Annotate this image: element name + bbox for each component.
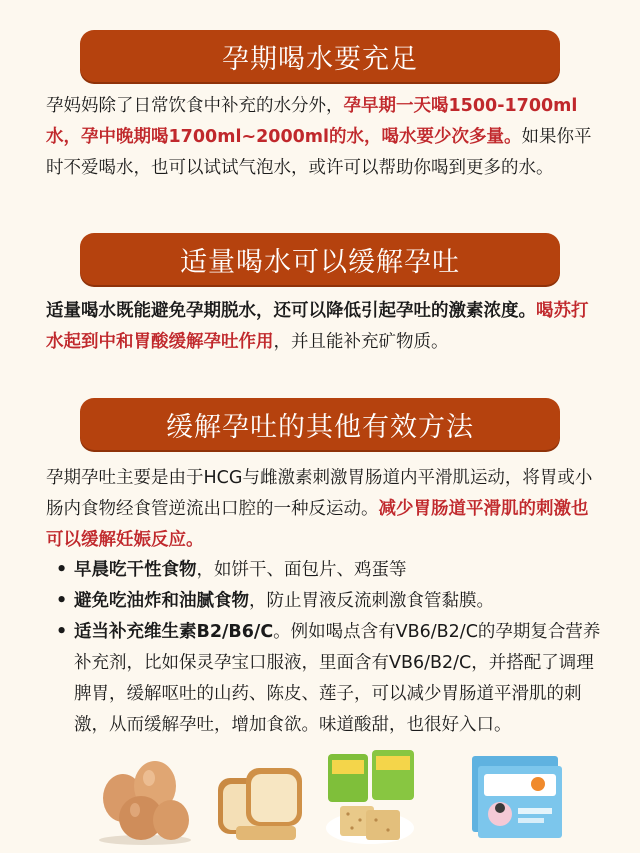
- highlight-text: 孕早期一天喝1500-1700ml水，孕中晚期喝1700ml~2000ml的水，喝水要少次多量。: [46, 96, 578, 147]
- crackers-image: [320, 748, 420, 848]
- tip-bold: 适当补充维生素B2/B6/C: [74, 622, 274, 642]
- text-segment: 孕期孕吐主要是由于HCG与雌激素刺激胃肠道内平滑肌运动，将胃或小肠内食物经食管逆流出口腔的一种反运动。: [46, 468, 593, 519]
- highlight-text: 减少胃肠道平滑肌的刺激也可以缓解妊娠反应。: [46, 499, 589, 550]
- section-text-hydration: [46, 91, 598, 184]
- section-title-hydration: 孕期喝水要充足: [80, 30, 560, 82]
- section-text-relief: [46, 296, 598, 358]
- tip-bold: 避免吃油炸和油腻食物: [74, 591, 249, 611]
- bread-image: [210, 748, 310, 848]
- tip-bold: 早晨吃干性食物: [74, 560, 197, 580]
- highlight-text: 喝苏打水起到中和胃酸缓解孕吐作用: [46, 301, 589, 352]
- list-item: [56, 617, 606, 741]
- section-title-methods: 缓解孕吐的其他有效方法: [80, 398, 560, 450]
- image-strip: [0, 748, 640, 848]
- section-text-methods: [46, 463, 598, 556]
- supplement-box-image: [468, 748, 568, 848]
- section-title-relief: 适量喝水可以缓解孕吐: [80, 233, 560, 285]
- list-item: [56, 586, 606, 617]
- tip-text: ，防止胃液反流刺激食管黏膜。: [249, 591, 494, 611]
- eggs-image: [95, 748, 195, 848]
- bold-text: 适量喝水既能避免孕期脱水，还可以降低引起孕吐的激素浓度。: [46, 301, 536, 321]
- list-item: [56, 555, 606, 586]
- tips-list: [56, 555, 606, 741]
- tip-text: 。例如喝点含有VB6/B2/C的孕期复合营养补充剂，比如保灵孕宝口服液，里面含有VB6/B2/C，并搭配了调理脾胃，缓解呕吐的山药、陈皮、莲子，可以减少胃肠道平滑肌的刺激，从而缓解孕吐，增加食欲。味道酸甜，也很好入口。: [74, 622, 601, 735]
- text-segment: 孕妈妈除了日常饮食中补充的水分外，: [46, 96, 344, 116]
- tip-text: ，如饼干、面包片、鸡蛋等: [196, 560, 407, 580]
- text-segment: 如果你平时不爱喝水，也可以试试气泡水，或许可以帮助你喝到更多的水。: [46, 127, 592, 178]
- text-segment: ，并且能补充矿物质。: [273, 332, 449, 352]
